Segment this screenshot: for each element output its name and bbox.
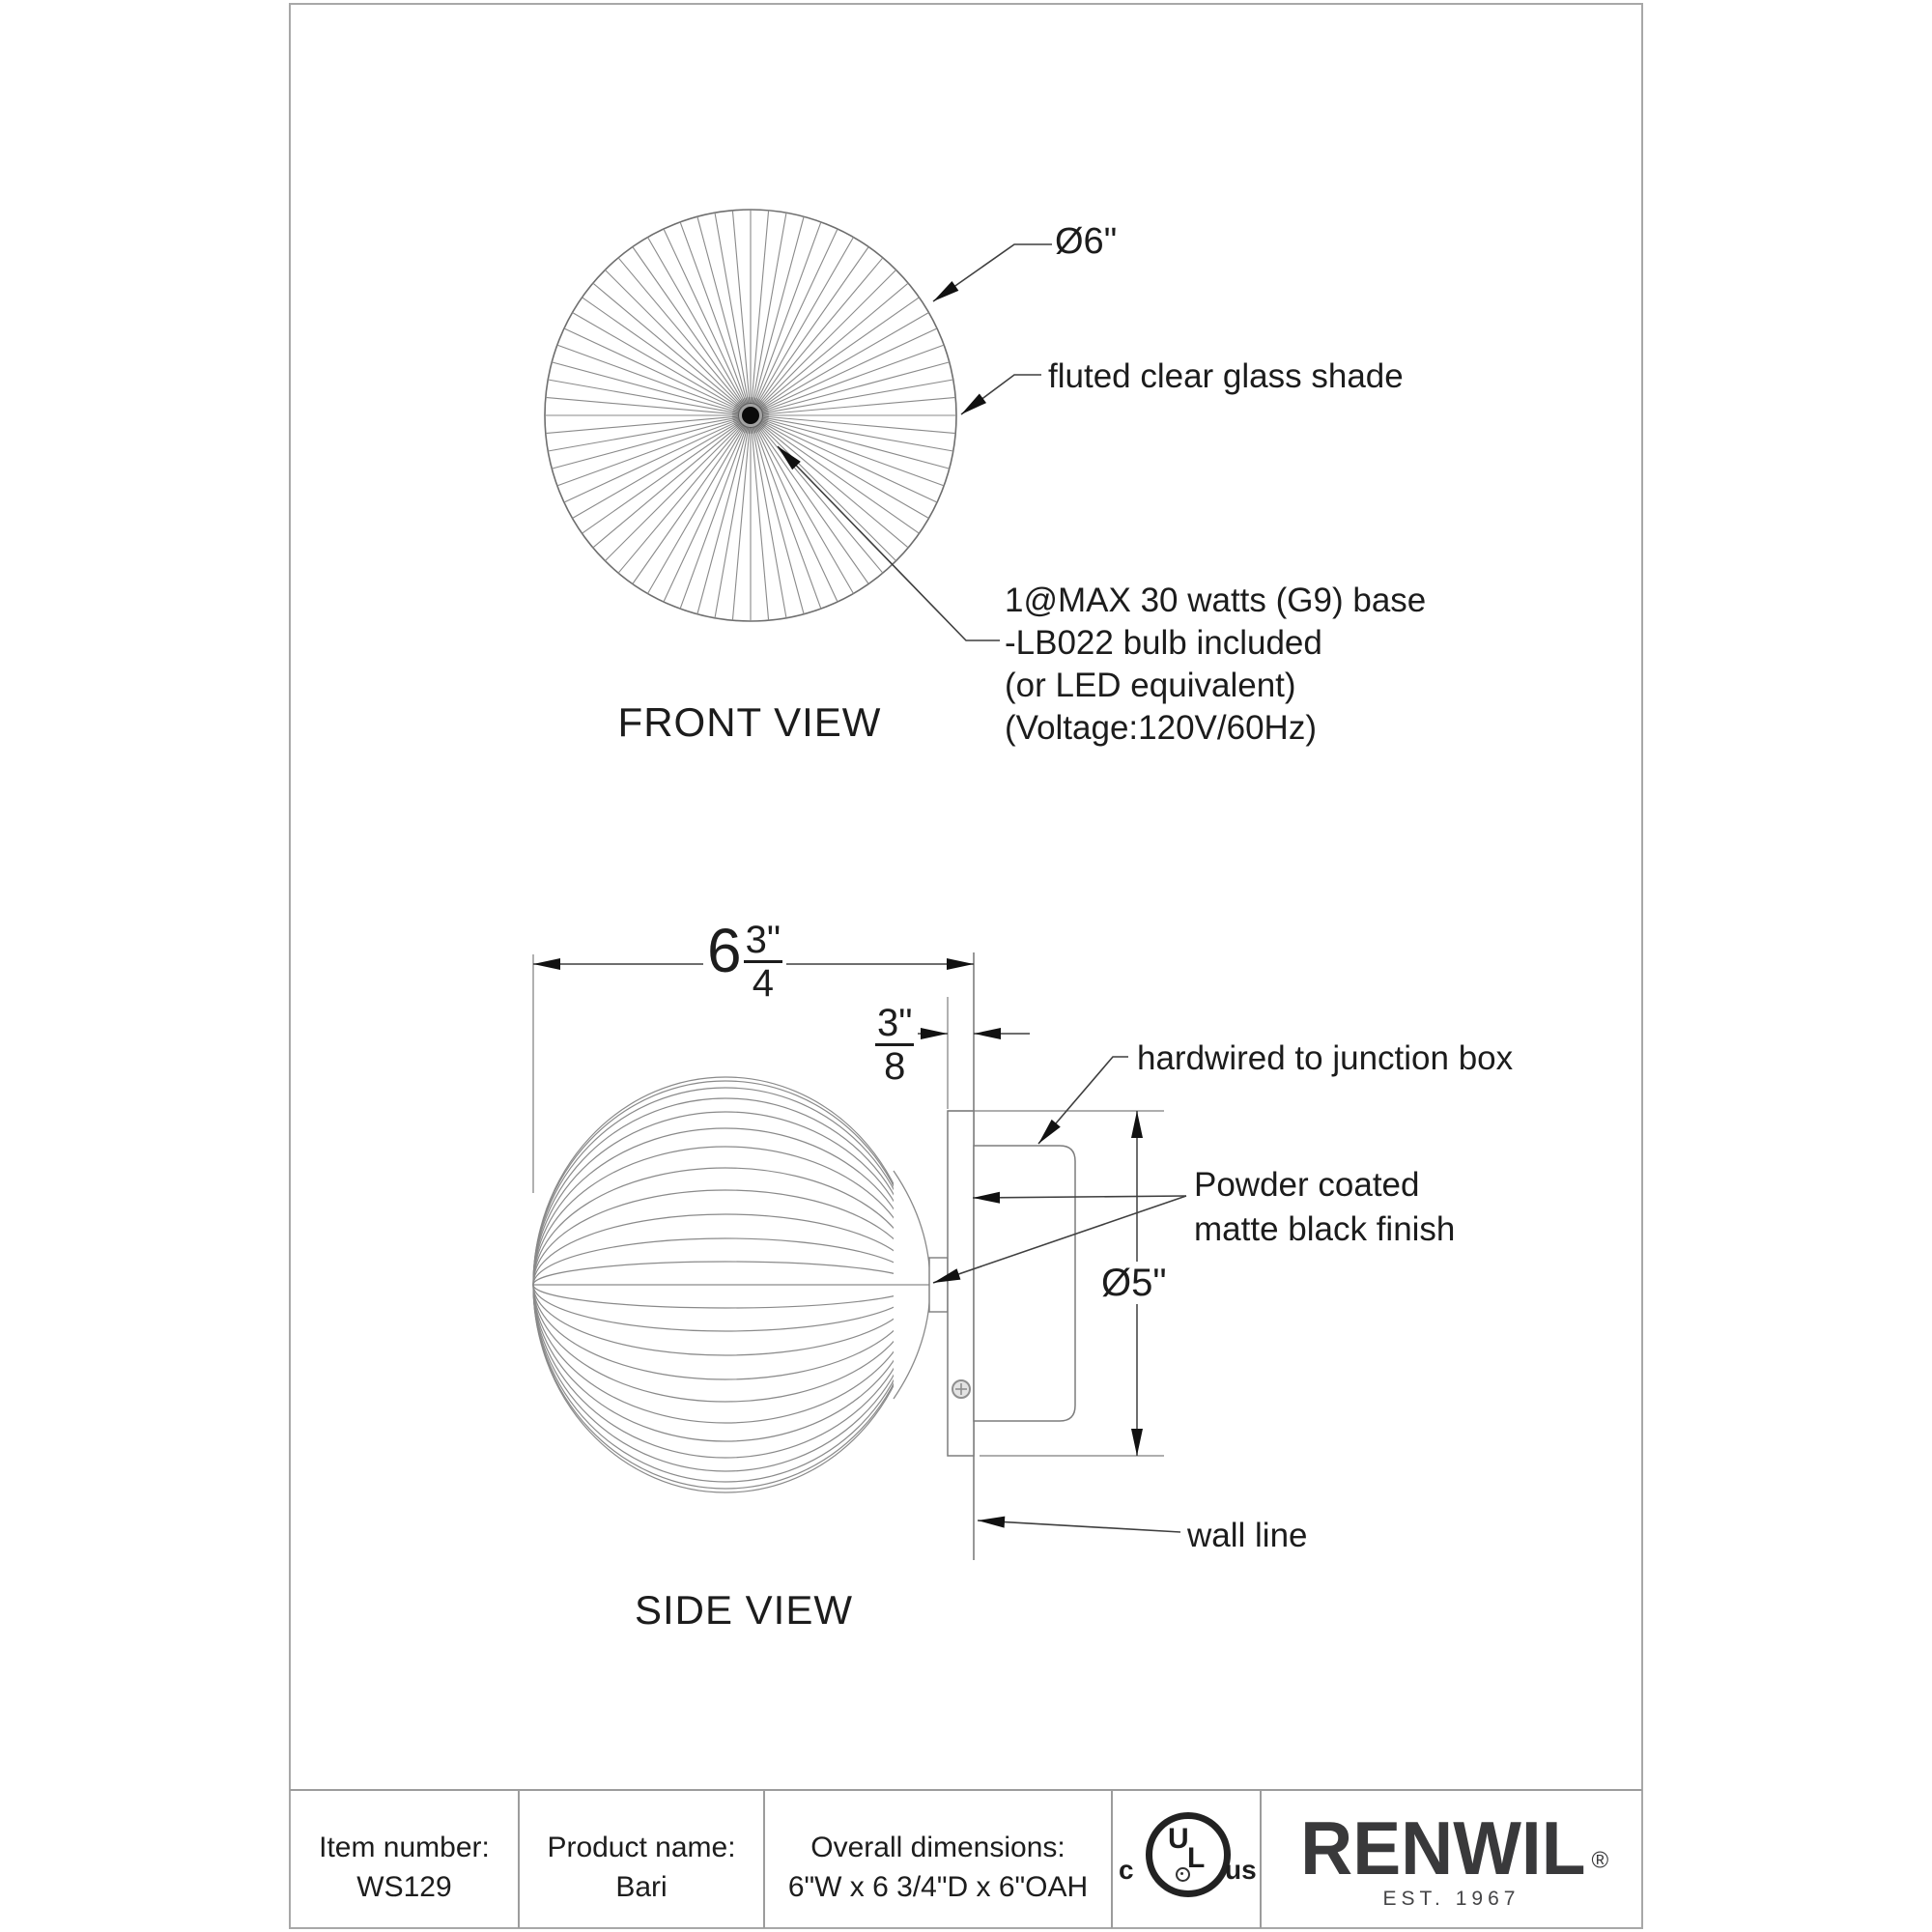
item-number-value: WS129 <box>356 1871 452 1903</box>
junction-box-note: hardwired to junction box <box>1137 1039 1514 1077</box>
diameter-5-label: Ø5" <box>1095 1262 1173 1304</box>
fluted-shade-note: fluted clear glass shade <box>1048 357 1404 395</box>
dimension-depth-label <box>703 916 786 1005</box>
brand-logo <box>1261 1805 1642 1911</box>
socket-neck <box>929 1258 948 1312</box>
dimension-depth-whole: 6 <box>707 916 742 985</box>
dimension-depth-numerator: 3 <box>745 919 767 961</box>
ul-circle <box>1146 1812 1231 1897</box>
dimension-depth-unit: " <box>766 919 781 961</box>
bulb-spec-line-2: -LB022 bulb included <box>1005 624 1322 662</box>
ul-registered-mark <box>1176 1867 1190 1882</box>
overall-dimensions-label: Overall dimensions: <box>810 1832 1065 1863</box>
ul-us-mark: us <box>1225 1855 1257 1885</box>
front-view-title: FRONT VIEW <box>617 699 882 745</box>
bulb-spec-line-4: (Voltage:120V/60Hz) <box>1005 709 1317 747</box>
ul-certification-logo <box>1090 1804 1283 1920</box>
front-view-drawing <box>545 210 1053 640</box>
dimension-plate-depth <box>912 997 1030 1109</box>
product-name-label: Product name: <box>547 1832 736 1863</box>
brand-name: RENWIL <box>1299 1805 1586 1890</box>
overall-dimensions-value: 6"W x 6 3/4"D x 6"OAH <box>787 1871 1089 1903</box>
finish-note-line-1: Powder coated <box>1194 1166 1420 1204</box>
item-number-label: Item number: <box>319 1832 490 1863</box>
side-view-drawing <box>533 952 1186 1560</box>
footer-product-name <box>519 1828 764 1907</box>
shade-center-hub <box>742 407 759 424</box>
ul-letter-l: L <box>1187 1842 1206 1874</box>
ul-c-mark: c <box>1119 1855 1134 1885</box>
plate-depth-unit: " <box>898 1002 913 1044</box>
side-view-title: SIDE VIEW <box>634 1587 854 1633</box>
leader-junction-box <box>1038 1057 1128 1144</box>
finish-note-line-2: matte black finish <box>1194 1210 1456 1248</box>
mounting-screw <box>952 1380 970 1398</box>
bulb-spec-line-3: (or LED equivalent) <box>1005 667 1296 704</box>
ul-letter-u: U <box>1168 1823 1189 1855</box>
wall-line-note: wall line <box>1187 1517 1308 1554</box>
footer-overall-dimensions <box>764 1828 1112 1907</box>
product-name-value: Bari <box>615 1871 668 1903</box>
bulb-spec-line-1: 1@MAX 30 watts (G9) base <box>1005 582 1427 619</box>
brand-established: EST. 1967 <box>1382 1888 1520 1910</box>
footer-item-number <box>290 1828 519 1907</box>
leader-wall-line <box>978 1520 1180 1532</box>
brand-registered-icon: ® <box>1591 1847 1609 1874</box>
canopy-backplate <box>948 1111 974 1456</box>
bulb-spec-note <box>1005 580 1426 750</box>
finish-note <box>1194 1163 1455 1252</box>
leader-diameter6 <box>933 244 1053 301</box>
junction-box <box>974 1146 1075 1421</box>
dimension-depth-denominator: 4 <box>752 962 774 1005</box>
page-border <box>290 4 1642 1928</box>
plate-depth-numerator: 3 <box>877 1002 899 1044</box>
leader-fluted-shade <box>961 375 1041 414</box>
plate-depth-denominator: 8 <box>884 1045 906 1088</box>
diameter-6-label: Ø6" <box>1052 220 1120 263</box>
dimension-plate-depth-label <box>869 1003 918 1087</box>
